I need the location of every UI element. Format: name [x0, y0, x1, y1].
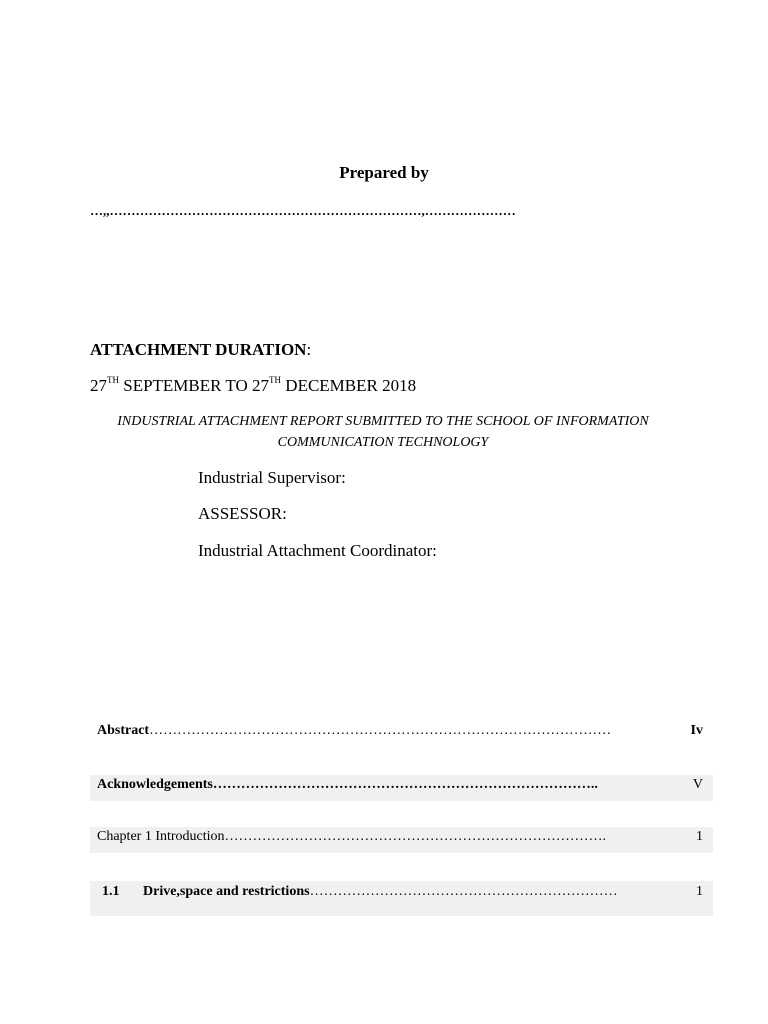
- toc-entry-label: [97, 777, 598, 793]
- end-rest: DECEMBER 2018: [281, 376, 417, 395]
- start-day: 27: [90, 376, 107, 395]
- attachment-dates: [90, 376, 416, 396]
- report-title-line-1: INDUSTRIAL ATTACHMENT REPORT SUBMITTED TO THE SCHOOL OF INFORMATION: [117, 414, 649, 429]
- toc-page-number: V: [692, 777, 703, 792]
- toc-row-acknowledgements[interactable]: [90, 775, 713, 801]
- report-title: [90, 411, 676, 453]
- preparer-name-placeholder: …,,………………………………………………………………,…………………: [90, 203, 516, 218]
- toc-entry-label: [97, 723, 611, 739]
- toc-row-1-1[interactable]: [90, 881, 713, 916]
- toc-page-number: 1: [696, 884, 703, 899]
- toc-row-chapter-1[interactable]: [90, 827, 713, 853]
- toc-entry-title: Acknowledgements: [97, 777, 213, 792]
- report-title-line-2: COMMUNICATION TECHNOLOGY: [277, 435, 489, 450]
- attachment-duration-colon: :: [306, 340, 312, 359]
- toc-page-number: 1: [696, 829, 703, 844]
- attachment-duration-heading: [90, 340, 311, 360]
- toc-section-number: 1.1: [102, 884, 120, 899]
- end-day-suffix: TH: [269, 375, 282, 385]
- toc-leader-dots: ………………………………………………………………………………………: [149, 723, 612, 738]
- toc-entry-title: Drive,space and restrictions: [143, 884, 310, 899]
- attachment-duration-label: ATTACHMENT DURATION: [90, 340, 307, 359]
- toc-entry-label: [97, 829, 606, 845]
- industrial-supervisor-field: Industrial Supervisor:: [198, 468, 346, 487]
- toc-entry-title: Abstract: [97, 723, 150, 738]
- attachment-coordinator-field: Industrial Attachment Coordinator:: [198, 541, 437, 560]
- toc-page-number: Iv: [690, 723, 703, 738]
- toc-leader-dots: ……………………………………………………………………….: [224, 829, 607, 844]
- start-rest: SEPTEMBER TO 27: [119, 376, 270, 395]
- toc-row-abstract[interactable]: [90, 719, 713, 745]
- toc-entry-title: Chapter 1 Introduction: [97, 829, 225, 844]
- start-day-suffix: TH: [107, 375, 119, 385]
- toc-entry-label: [102, 884, 618, 900]
- toc-leader-dots: …………………………………………………………: [309, 884, 618, 899]
- prepared-by-heading: Prepared by: [339, 163, 429, 182]
- toc-leader-dots: ………………………………………………………………………..: [212, 777, 598, 792]
- assessor-field: ASSESSOR:: [198, 504, 287, 523]
